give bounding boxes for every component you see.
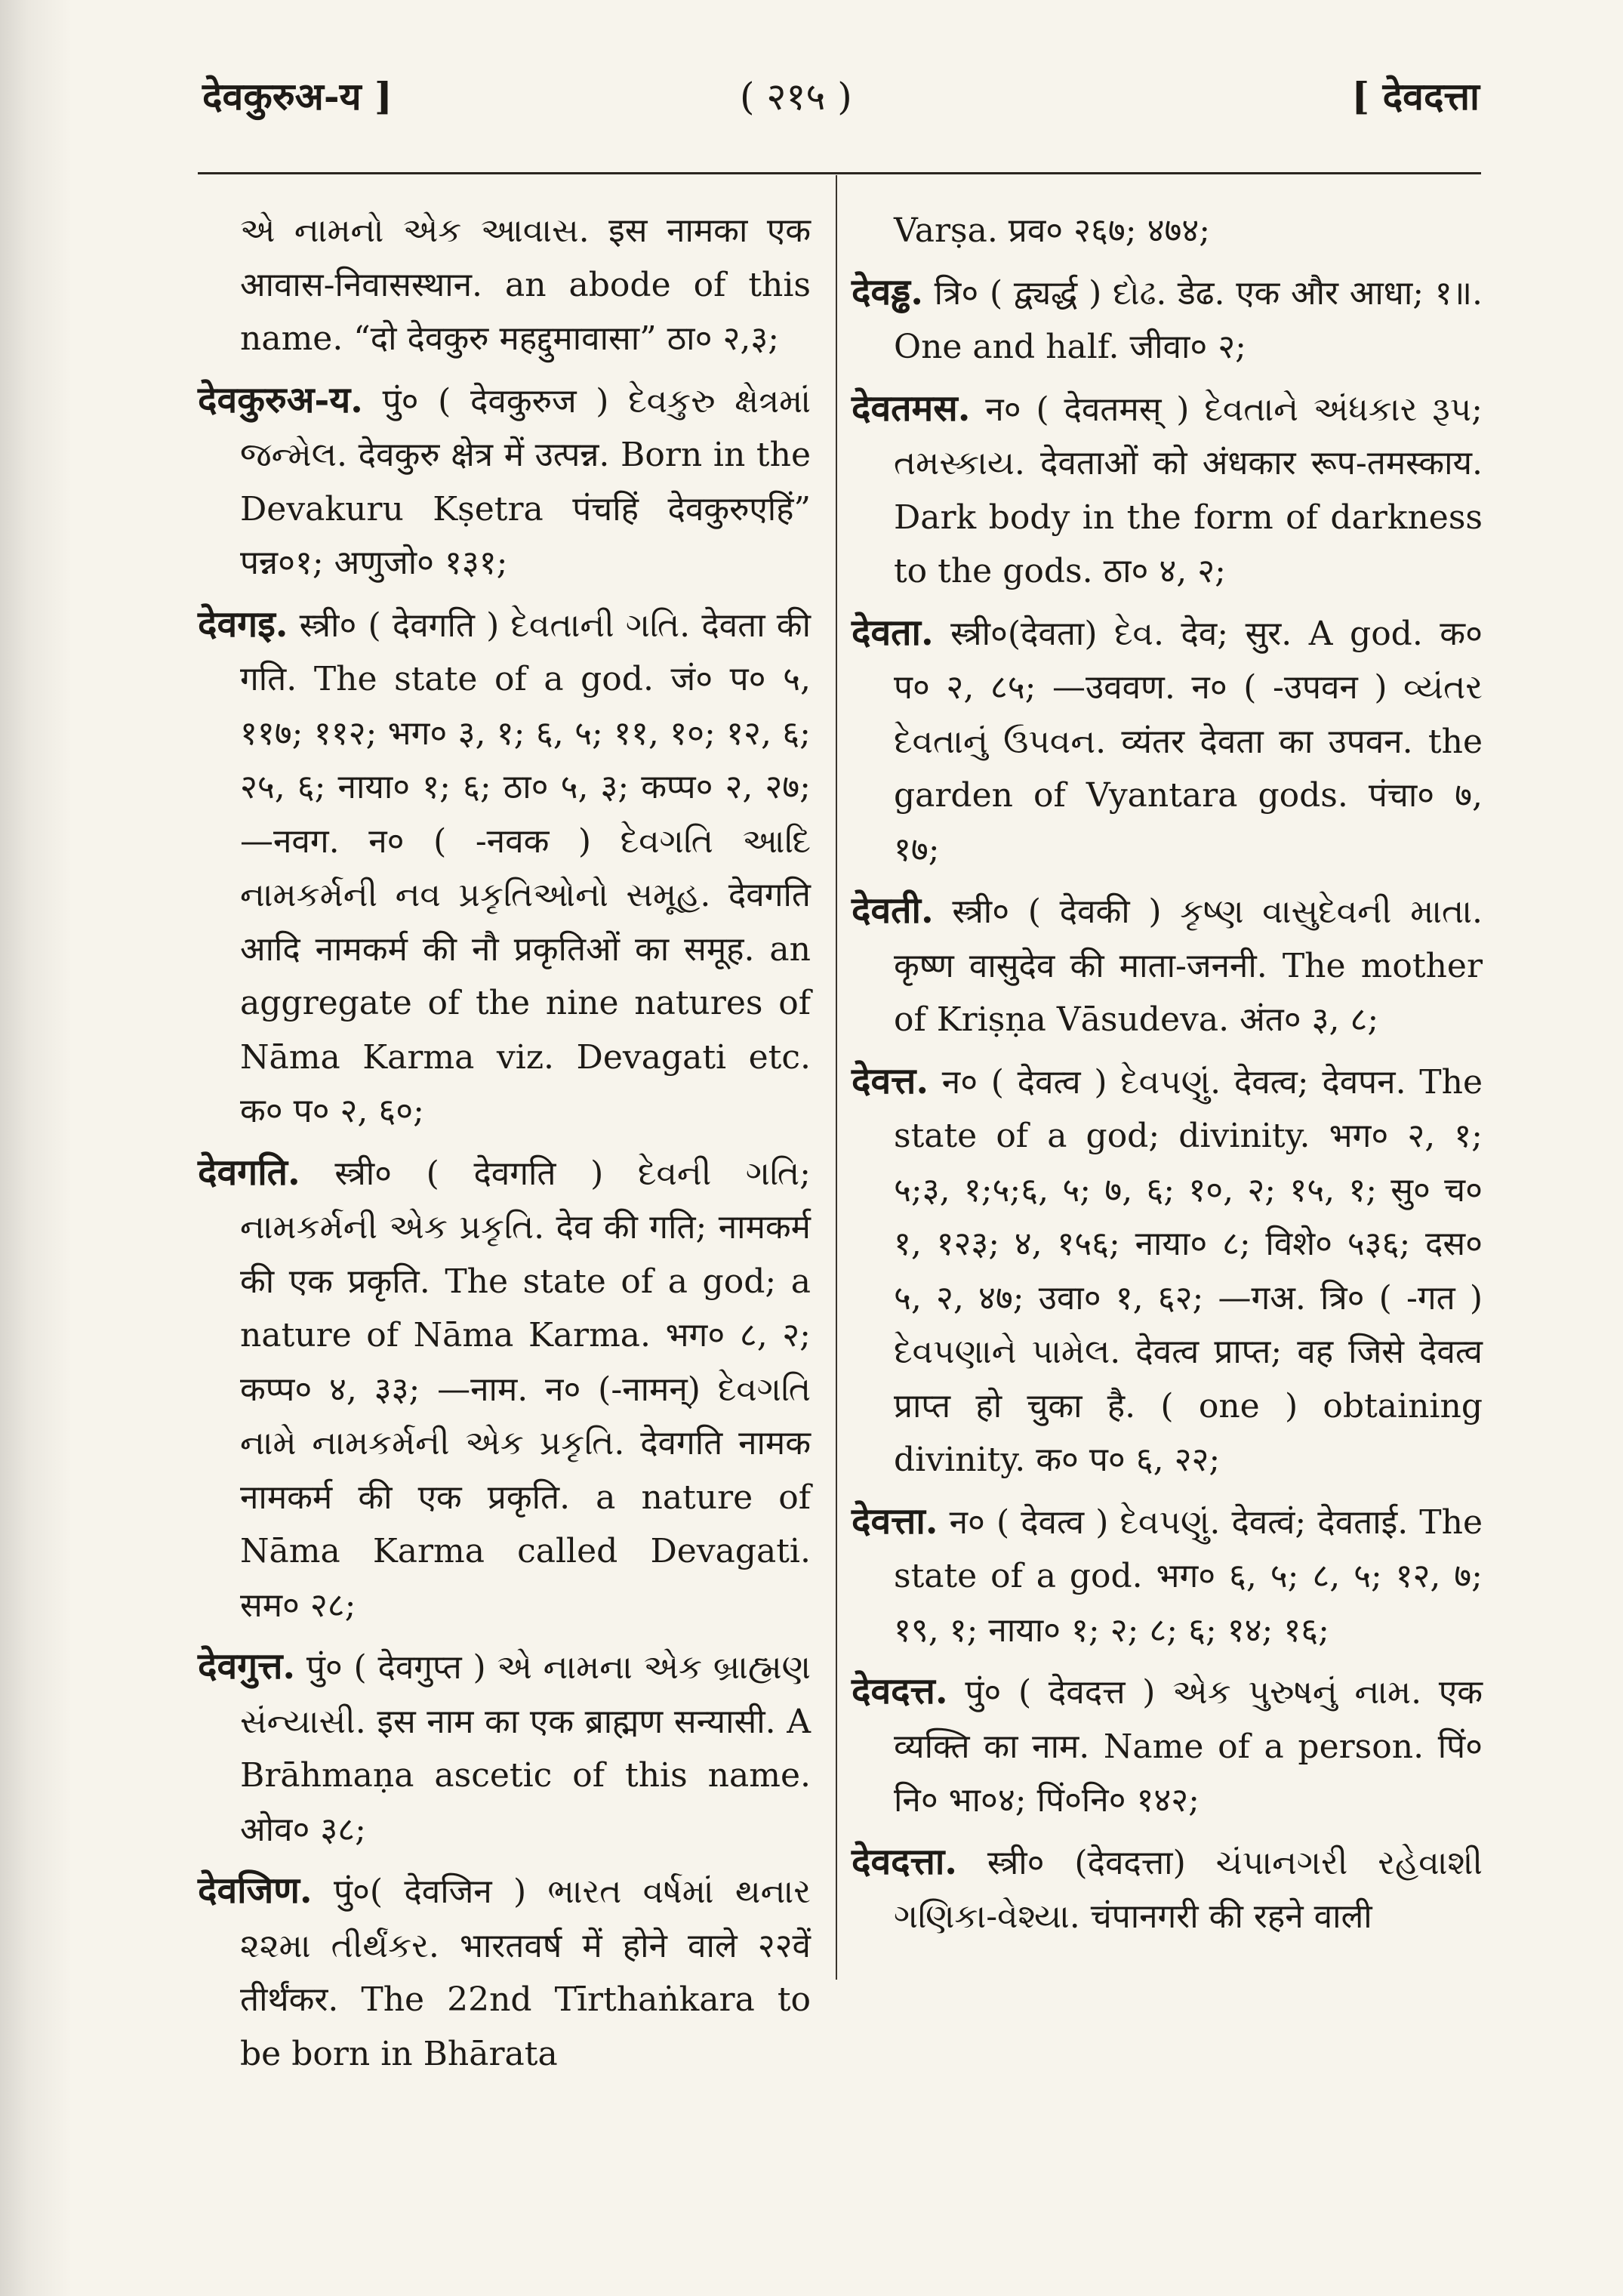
- entry-text: [852, 1055, 1483, 1487]
- dictionary-entry: [198, 1640, 811, 1857]
- left-column: [198, 204, 811, 2088]
- dictionary-entry: [852, 884, 1483, 1047]
- headword: देवती.: [852, 889, 934, 932]
- headword: देवजिण.: [198, 1869, 313, 1912]
- entry-definition: पुं० ( देवकुरुज ) દેવકુરુ ક્ષેત્રમાં જન્મેલ. देवकुरु क्षेत्र में उत्पन्न. Born in the Devakuru Kṣetra पंचहिं देवकुरुएहिं” पन्न०१; अणुजो० १३१;: [240, 381, 811, 582]
- page-number: ( २१५ ): [740, 75, 852, 119]
- headword: देवदत्ता.: [852, 1840, 957, 1883]
- headword: देवड्ढ.: [852, 270, 923, 313]
- entry-text: [198, 204, 811, 366]
- entry-definition: Varṣa. प्रव० २६७; ४७४;: [894, 211, 1211, 250]
- entry-text: [198, 1864, 811, 2081]
- dictionary-entry: [852, 1665, 1483, 1828]
- dictionary-entry: [852, 606, 1483, 877]
- entry-text: [852, 1495, 1483, 1658]
- dictionary-entry: [852, 266, 1483, 374]
- entry-definition: पुं० ( देवदत्त ) એક પુરુષનું નામ. एक व्यक्ति का नाम. Name of a person. पिं० नि० भा०४; पिं०नि० १४२;: [894, 1673, 1483, 1820]
- entry-text: [198, 1146, 811, 1633]
- headword: देवतमस.: [852, 387, 971, 430]
- dictionary-entry: [198, 204, 811, 366]
- entry-definition: न० ( देवत्व ) દેવપણું. देवत्वं; देवताई. The state of a god. भग० ६, ५; ८, ५; १२, ७; १९, १; नाया० १; २; ८; ६; १४; १६;: [894, 1502, 1483, 1650]
- entry-text: [852, 884, 1483, 1047]
- dictionary-entry: [198, 1864, 811, 2081]
- entry-definition: એ નામનો એક આવાસ. इस नामका एक आवास-निवासस्थान. an abode of this name. “दो देवकुरु महद्दुमावासा” ठा० २,३;: [240, 211, 811, 358]
- headword: देवगइ.: [198, 603, 288, 646]
- headword: देवगति.: [198, 1151, 300, 1194]
- dictionary-entry: [852, 1055, 1483, 1487]
- headword: देवता.: [852, 611, 934, 654]
- entry-definition: न० ( देवत्व ) દેવપણું. देवत्व; देवपन. The state of a god; divinity. भग० २, १; ५;३, १;५;६, ५; ७, ६; १०, २; १५, १; सु० च० १, १२३; ४, १५६; नाया० ८; विशे० ५३६; दस० ५, २, ४७; उवा० १, ६२; —गअ. त्रि० ( -गत ) દેવપણાને પામેલ. देवत्व प्राप्त; वह जिसे देवत्व प्राप्त हो चुका है. ( one ) obtaining divinity. क० प० ६, २२;: [894, 1062, 1483, 1479]
- entry-text: [198, 374, 811, 590]
- entry-definition: स्त्री० (देवदत्ता) ચંપાનગરી રહેવાશી ગણિકા-વેશ્યા. चंपानगरी की रहने वाली: [894, 1843, 1483, 1936]
- entry-definition: स्त्री० ( देवकी ) કૃષ્ણ વાસુદેવની માતા. कृष्ण वासुदेव की माता-जननी. The mother of Kriṣṇa Vāsudeva. अंत० ३, ८;: [894, 892, 1483, 1039]
- headword: देवगुत्त.: [198, 1645, 296, 1687]
- header-first-headword: देवकुरुअ-य ]: [202, 74, 393, 119]
- dictionary-entry: [852, 382, 1483, 599]
- entry-text: [852, 204, 1483, 258]
- headword: देवदत्त.: [852, 1670, 948, 1712]
- entry-text: [198, 598, 811, 1139]
- right-column: [852, 204, 1483, 1952]
- entry-definition: पुं० ( देवगुप्त ) એ નામના એક બ્રાહ્મણ સંન્યાસી. इस नाम का एक ब्राह्मण सन्यासी. A Brāhmaṇa ascetic of this name. ओव० ३८;: [240, 1648, 811, 1849]
- dictionary-entry: [852, 1835, 1483, 1944]
- entry-text: [852, 382, 1483, 599]
- column-divider: [836, 175, 837, 1980]
- headword: देवत्ता.: [852, 1499, 938, 1542]
- entry-definition: स्त्री०(देवता) દેવ. देव; सुर. A god. क० प० २, ८५; —उववण. न० ( -उपवन ) વ્યંતર દેવતાનું ઉપવન. व्यंतर देवता का उपवन. the garden of Vyantara gods. पंचा० ७, १७;: [894, 614, 1483, 869]
- entry-definition: पुं०( देवजिन ) ભારત વર્ષમાં થનાર ૨૨મા તીર્થંકર. भारतवर्ष में होने वाले २२वें तीर्थंकर. The 22nd Tīrthaṅkara to be born in Bhārata: [240, 1872, 811, 2073]
- entry-definition: स्त्री० ( देवगति ) દેવની ગતિ; નામકર્મની એક પ્રકૃતિ. देव की गति; नामकर्म की एक प्रकृति. The state of a god; a nature of Nāma Karma. भग० ८, २; कप्प० ४, ३३; —नाम. न० (-नामन्) દેવગતિ નામે નામકર્મની એક પ્રકૃતિ. देवगति नामक नामकर्म की एक प्रकृति. a nature of Nāma Karma called Devagati. सम० २८;: [240, 1154, 811, 1625]
- entry-definition: स्त्री० ( देवगति ) દેવતાની ગતિ. देवता की गति. The state of a god. जं० प० ५, ११७; ११२; भग० ३, १; ६, ५; ११, १०; १२, ६; २५, ६; नाया० १; ६; ठा० ५, ३; कप्प० २, २७; —नवग. न० ( -नवक ) દેવગતિ આદિ નામકર્મની નવ પ્રકૃતિઓનો સમૂહ. देवगति आदि नामकर्म की नौ प्रकृतिओं का समूह. an aggregate of the nine natures of Nāma Karma viz. Devagati etc. क० प० २, ६०;: [240, 606, 811, 1130]
- entry-text: [852, 606, 1483, 877]
- entry-text: [198, 1640, 811, 1857]
- header-rule: [198, 172, 1481, 174]
- entry-definition: त्रि० ( द्व्यर्द्ध ) દોઢ. डेढ. एक और आधा; १॥. One and half. जीवा० २;: [894, 273, 1483, 366]
- headword: देवत्त.: [852, 1059, 929, 1102]
- entry-text: [852, 1665, 1483, 1828]
- dictionary-entry: [198, 374, 811, 590]
- entry-text: [852, 1835, 1483, 1944]
- dictionary-entry: [852, 1495, 1483, 1658]
- entry-text: [852, 266, 1483, 374]
- scan-edge: [0, 0, 72, 2296]
- page-header: [0, 69, 1623, 137]
- dictionary-entry: [852, 204, 1483, 258]
- entry-definition: न० ( देवतमस् ) દેવતાને અંધકાર રૂપ; તમસ્કાય. देवताओं को अंधकार रूप-तमस्काय. Dark body in the form of darkness to the gods. ठा० ४, २;: [894, 390, 1483, 590]
- dictionary-entry: [198, 1146, 811, 1633]
- dictionary-entry: [198, 598, 811, 1139]
- header-last-headword: [ देवदत्ता: [1351, 74, 1480, 119]
- headword: देवकुरुअ-य.: [198, 378, 363, 421]
